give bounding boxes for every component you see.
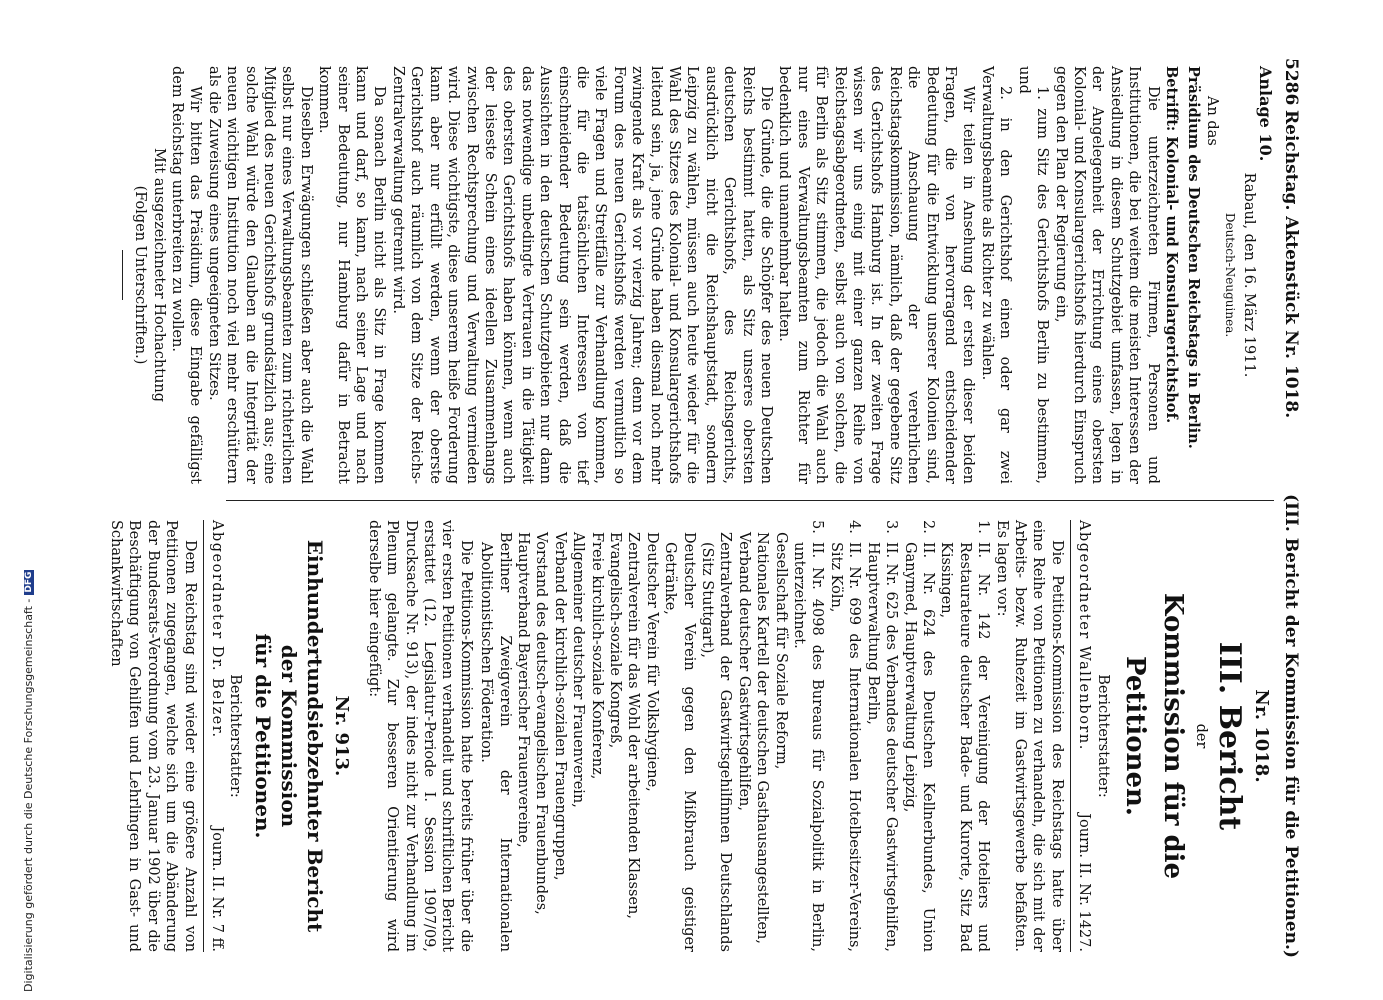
- paragraph-5: Dieselben Erwägungen schließen aber auch die Wahl selbst nur eines Verwaltungsbeamten zum richterlichen Mitglied des neuen Gerichtshofs grundsätzlich aus; eine solche Wahl würde den Glauben an die Integrität der neuen wichtigen Institution noch viel mehr erschüttern als die Zuweisung eines ungeeigneten Sitzes.: [205, 66, 314, 484]
- running-header: [1280, 58, 1300, 958]
- petition-item: [827, 520, 864, 952]
- petition-number: 1.: [975, 520, 992, 534]
- journal2-number: Journ. II. Nr. 7 ff.: [208, 826, 225, 952]
- last-paragraph: Dem Reichstag sind wieder eine größere Anzahl von Petitionen zugegangen, welche sich um die Abänderung der Bundesrats-Verordnung vom 23. Januar 1902 über die Beschäftigung von Gehilfen und Lehrlingen in Gast- und Schankwirtschaften: [107, 520, 198, 952]
- petition-number: 5.: [809, 520, 826, 534]
- petition-item: [863, 520, 900, 952]
- dfg-logo: DFG: [23, 571, 34, 593]
- header-report: (III. Bericht der Kommission für die Petitionen.): [1281, 493, 1301, 958]
- addressee: Präsidium des Deutschen Reichstags in Berlin.: [1185, 66, 1203, 449]
- hundred-title: Einhundertundsiebzehnter Bericht der Kommission: [277, 539, 328, 933]
- report-number: Nr. 1018.: [1251, 689, 1272, 783]
- paragraph-1: Die unterzeichneten Firmen, Personen und Institutionen, die bei weitem die meisten Interessen der Ansiedlung in diesem Schutzgebiet umfassen, legen in der Angelegenheit der Errichtung eines obersten Kolonial- und Konsulargerichtshofs hierdurch Einspruch gegen den Plan der Regierung ein,: [1052, 66, 1161, 484]
- petition-item: [937, 520, 992, 952]
- reporter-label: Berichterstatter:: [1094, 674, 1111, 798]
- addressee-an-das: An das: [1203, 96, 1220, 146]
- association-item: Deutscher Verein für Volkshygiene,: [643, 532, 660, 792]
- association-item: Deutscher Verein gegen den Mißbrauch geistiger Getränke,: [662, 532, 697, 952]
- paragraph-2: Wir teilen in Ansehung der ersten dieser beiden Fragen, die von hervorragend entscheidender Bedeutung für die Entwicklung unserer Kolonien sind, die Anschauung der verehrlichen Reichstagskommission, nämlich, daß der gegebene Sitz des Gerichtshofs Hamburg ist. In der zweiten Frage wissen wir uns einig mit einer ganzen Reihe von Reichstagsabgeordneten, selbst auch von solchen, die für Berlin als Sitz stimmen, die jedoch die Wahl auch nur eines Verwaltungsbeamten zum Richter für bedenklich und unannehmbar halten.: [776, 66, 977, 484]
- petition-number: 4.: [846, 520, 863, 534]
- place-date: Rabaul, den 16. März 1911.: [1240, 172, 1257, 378]
- petition-text: II. Nr. 142 der Vereinigung der Hoteliers und Restaurateure deutscher Bade- und Kurorte, Sitz Bad Kissingen,: [938, 542, 992, 952]
- petition-text: II. Nr. 4098 des Bureaus für Sozialpolitik in Berlin, unterzeichnet.: [791, 542, 826, 952]
- rubric: Deutsch-Neuguinea.: [1223, 212, 1238, 338]
- petition-number: 3.: [883, 520, 900, 534]
- association-list: [477, 520, 790, 952]
- right-column: [107, 520, 1275, 952]
- rule-1: [1070, 520, 1071, 952]
- association-item: Verband der kirchlich-sozialen Frauengruppen,: [551, 532, 568, 881]
- anlage-label: Anlage 10.: [1256, 66, 1275, 162]
- petition-text: II. Nr. 625 des Verbandes deutscher Gastwirtsgehilfen, Hauptverwaltung Berlin,: [864, 542, 900, 952]
- intro-paragraph: Die Petitions-Kommission des Reichstags hatte über eine Reihe von Petitionen zu verhandeln, die sich mit der Arbeits- bezw. Ruhezeit im Gastwirtsgewerbe befaßten. Es lagen vor:: [993, 520, 1065, 952]
- petition-item: [900, 520, 937, 952]
- paragraph-6: Wir bitten das Präsidium, diese Eingabe gefälligst dem Reichstag unterbreiten zu wollen.: [169, 66, 204, 484]
- association-item: Zentralverein für das Wohl der arbeitenden Klassen,: [625, 532, 642, 919]
- petition-list: [790, 520, 992, 952]
- petition-number: 2.: [919, 520, 936, 534]
- reporter2-label: Berichterstatter:: [227, 674, 244, 798]
- association-item: Gesellschaft für Soziale Reform,: [772, 532, 789, 770]
- fuer-petitionen: für die Petitionen.: [251, 633, 276, 839]
- association-item: Allgemeiner deutscher Frauenverein,: [570, 532, 587, 808]
- petition-text: II. Nr. 699 des Internationalen Hotelbesitzer-Vereins, Sitz Köln,: [827, 542, 863, 952]
- paragraph-3: Die Gründe, die die Schöpfer des neuen Deutschen Reichs bestimmt hatten, als Sitz unseres obersten deutschen Gerichtshofs, des Reichsgerichts, ausdrücklich nicht die Reichshauptstadt, sondern Leipzig zu wählen, müssen auch heute wieder für die Wahl des Sitzes des Kolonial- und Konsulargerichtshofs leitend sein, ja, jene Gründe haben diesmal noch mehr zwingende Kraft als vor vierzig Jahren; denn vor dem Forum des neuen Gerichtshofs werden vermutlich so viele Fragen und Streitfälle zur Verhandlung kommen, die für die tatsächlichen Interessen von tief einschneidender Bedeutung sein werden, daß die Aussichten in den deutschen Schutzgebieten nur dann das notwendige unbedingte Vertrauen in die Tätigkeit des obersten Gerichtshofs haben können, wenn auch der leiseste Schein eines ideellen Zusammenhangs zwischen Rechtsprechung und Verwaltung vermieden wird. Diese wichtigste, diese unserem heiße Forderung kann aber nur erfüllt werden, wenn der oberste Gerichtshof auch räumlich von dem Sitze der Reichs-Zentralverwaltung getrennt wird.: [389, 66, 775, 484]
- association-item: Evangelisch-soziale Kongreß,: [607, 532, 624, 749]
- summary-paragraph: Die Petitions-Kommission hatte bereits früher über die vier ersten Petitionen verhandelt und schriftlichen Bericht erstattet (12. Legislatur-Periode I. Session 1907/09, Drucksache Nr. 913), der indes nicht zur Verhandlung im Plenum gelangte. Zur besseren Orientierung wird derselbe hier eingefügt:: [365, 520, 474, 952]
- header-title: Reichstag. Aktenstück Nr. 1018.: [1281, 110, 1301, 419]
- list-item-2: 2. in den Gerichtshof einen oder gar zwei Verwaltungsbeamte als Richter zu wählen.: [978, 66, 1014, 484]
- signatures: (Folgen Unterschriften.): [132, 185, 149, 365]
- journal-number: Journ. II. Nr. 1427.: [1076, 813, 1093, 952]
- association-item: Zentralverband der Gastwirtsgehilfinnen Deutschlands (Sitz Stuttgart),: [699, 532, 734, 952]
- divider: [122, 250, 123, 300]
- association-item: Vorstand des deutsch-evangelischen Frauenbundes,: [533, 532, 550, 915]
- association-item: Berliner Zweigverein der Internationalen Abolitionistischen Föderation.: [478, 532, 513, 952]
- reporter-row: [1075, 520, 1093, 952]
- closing: Mit ausgezeichneter Hochachtung: [150, 147, 167, 403]
- petition-item: [790, 520, 827, 952]
- rule-2: [203, 520, 204, 952]
- petition-text: II. Nr. 624 des Deutschen Kellnerbundes, Union Ganymed, Hauptverwaltung Leipzig,: [901, 542, 936, 952]
- report-title: III. Bericht: [1212, 641, 1247, 831]
- page-number: 5286: [1281, 58, 1301, 106]
- reporter-name: Abgeordneter Wallenborn.: [1076, 520, 1093, 751]
- nr913-heading: Nr. 913.: [331, 695, 353, 777]
- reporter2-row: [208, 520, 226, 952]
- association-item: Verband deutscher Gastwirtsgehilfen,: [735, 532, 752, 811]
- footer-credit: [22, 570, 35, 992]
- document-page: [60, 58, 1300, 958]
- association-item: Nationales Kartell der deutschen Gasthausangestellten,: [754, 532, 771, 944]
- footer-text: Digitalisierung gefördert durch die Deutsche Forschungsgemeinschaft -: [22, 598, 35, 992]
- paragraph-4: Da sonach Berlin nicht als Sitz in Frage kommen kann und darf, so kann, nach seiner Lage und nach seiner Bedeutung, nur Hamburg dafür in Betracht kommen.: [316, 66, 388, 484]
- commission-title: Kommission für die Petitionen.: [1119, 592, 1188, 880]
- reporter2-name: Abgeordneter Dr. Belzer.: [208, 520, 225, 739]
- list-item-1: 1. zum Sitz des Gerichtshofs Berlin zu bestimmen, und: [1015, 66, 1051, 484]
- association-item: Hauptverband Bayerischer Frauenvereine,: [515, 532, 531, 848]
- association-item: Freie kirchlich-soziale Konferenz,: [588, 532, 605, 780]
- subject: Betrifft: Kolonial- und Konsulargerichtshof.: [1162, 66, 1180, 424]
- left-column: [114, 66, 1274, 484]
- report-der: der: [1193, 723, 1209, 749]
